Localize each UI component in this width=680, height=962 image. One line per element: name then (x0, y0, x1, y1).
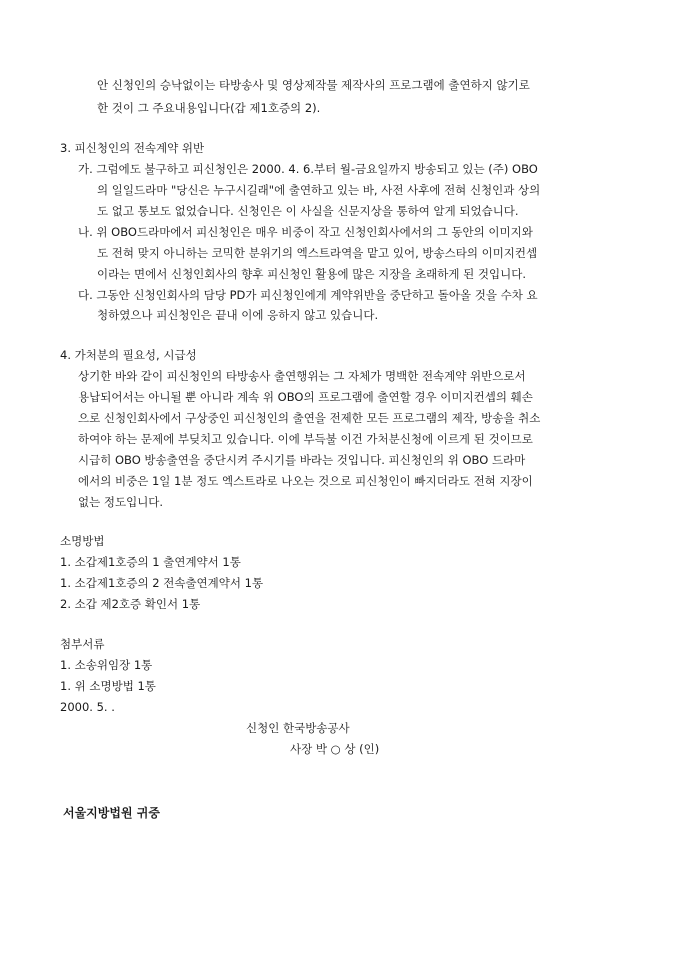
intro-line: 안 신청인의 승낙없이는 타방송사 및 영상제작물 제작사의 프로그램에 출연하지 않기로 (97, 78, 530, 92)
section-line: 의 일일드라마 "당신은 누구시길래"에 출연하고 있는 바, 사전 사후에 전혀 신청인과 상의 (97, 183, 541, 197)
section-line: 나. 위 OBO드라마에서 피신청인은 매우 비중이 작고 신청인회사에서의 그 동안의 이미지와 (78, 225, 533, 239)
section-line: 가. 그럼에도 불구하고 피신청인은 2000. 4. 6.부터 월-금요일까지 방송되고 있는 (주) OBO (78, 162, 538, 176)
court-addressee: 서울지방법원 귀중 (63, 806, 160, 820)
evidence-item: 1. 소갑제1호증의 2 전속출연계약서 1통 (60, 576, 264, 590)
applicant-name: 신청인 한국방송공사 (246, 721, 350, 735)
section-line: 시급히 OBO 방송출연을 중단시켜 주시기를 바라는 것입니다. 피신청인의 위 OBO 드라마 (78, 453, 526, 467)
evidence-item: 2. 소갑 제2호증 확인서 1통 (60, 597, 201, 611)
attachment-item: 1. 소송위임장 1통 (60, 658, 153, 672)
section-line: 상기한 바와 같이 피신청인의 타방송사 출연행위는 그 자체가 명백한 전속계약 위반으로서 (78, 369, 526, 383)
evidence-item: 1. 소갑제1호증의 1 출연계약서 1통 (60, 555, 241, 569)
representative-signature: 사장 박 ○ 상 (인) (290, 742, 380, 756)
section-line: 용납되어서는 아니될 뿐 아니라 계속 위 OBO의 프로그램에 출연할 경우 이미지컨셉의 훼손 (78, 390, 533, 404)
section-line: 청하였으나 피신청인은 끝내 이에 응하지 않고 있습니다. (97, 308, 379, 322)
section-line: 으로 신청인회사에서 구상중인 피신청인의 출연을 전제한 모든 프로그램의 제작, 방송을 취소 (78, 411, 541, 425)
section-line: 이라는 면에서 신청인회사의 향후 피신청인 활용에 많은 지장을 초래하게 된 것입니다. (97, 267, 527, 281)
section-line: 도 전혀 맞지 아니하는 코믹한 분위기의 엑스트라역을 맡고 있어, 방송스타의 이미지컨셉 (97, 246, 538, 260)
filing-date: 2000. 5. . (60, 700, 115, 714)
section-line: 도 없고 통보도 없었습니다. 신청인은 이 사실을 신문지상을 통하여 알게 되었습니다. (97, 204, 519, 218)
attachment-item: 1. 위 소명방법 1통 (60, 679, 156, 693)
evidence-heading: 소명방법 (60, 534, 105, 548)
section-line: 다. 그동안 신청인회사의 담당 PD가 피신청인에게 계약위반을 중단하고 돌아올 것을 수차 요 (78, 288, 538, 302)
section-heading: 3. 피신청인의 전속계약 위반 (60, 141, 205, 155)
section-heading: 4. 가처분의 필요성, 시급성 (60, 348, 197, 362)
attachments-heading: 첨부서류 (60, 637, 105, 651)
section-line: 에서의 비중은 1일 1분 정도 엑스트라로 나오는 것으로 피신청인이 빠지더라도 전혀 지장이 (78, 474, 533, 488)
intro-line: 한 것이 그 주요내용입니다(갑 제1호증의 2). (97, 101, 321, 115)
section-line: 없는 정도입니다. (78, 495, 164, 509)
section-line: 하여야 하는 문제에 부딪치고 있습니다. 이에 부득불 이건 가처분신청에 이르게 된 것이므로 (78, 432, 533, 446)
